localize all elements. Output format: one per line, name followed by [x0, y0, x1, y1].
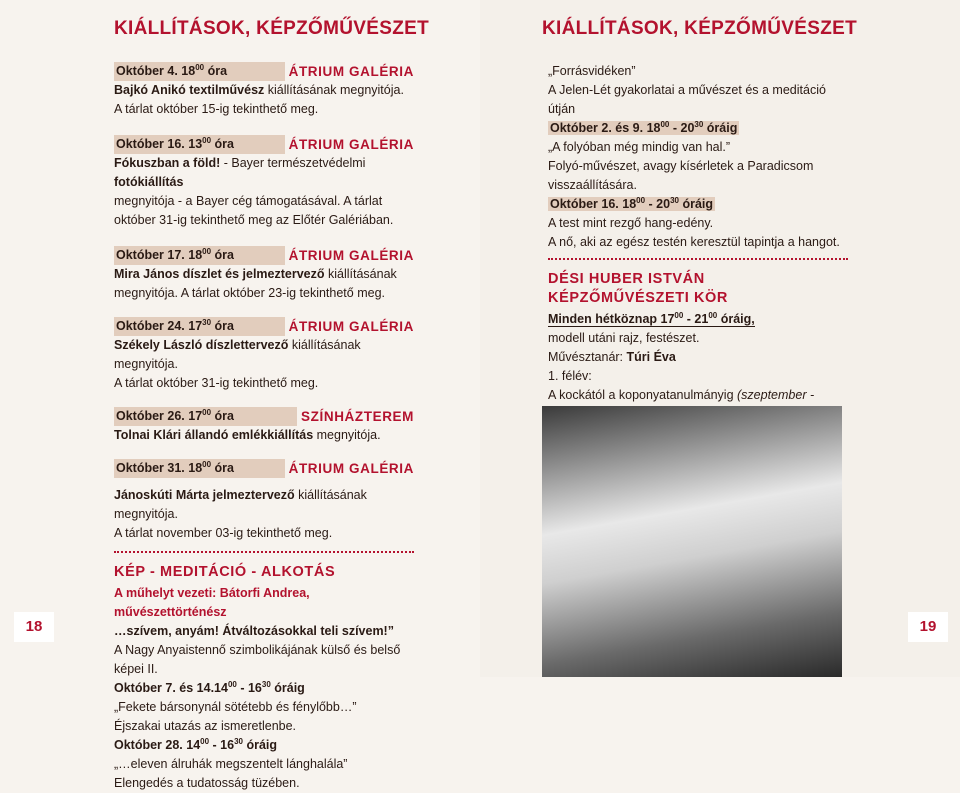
workshop-leader: A műhelyt vezeti: Bátorfi Andrea, művészettörténész: [114, 586, 310, 619]
event-header: [114, 317, 414, 336]
term: 1. félév:: [548, 369, 592, 383]
event-date: Október 26. $17^{00}$ óra: [114, 407, 297, 426]
event-description: Bajkó Anikó textilművész kiállításának megnyitója.: [114, 83, 404, 97]
event-header: [114, 407, 414, 426]
teacher: Művésztanár: Túri Éva: [548, 350, 676, 364]
event-item: [114, 459, 414, 543]
section-title: KÉP - MEDITÁCIÓ - ALKOTÁS: [114, 564, 336, 580]
event-venue: SZÍNHÁZTEREM: [301, 409, 414, 424]
event-header: [114, 135, 414, 154]
event-item: [114, 317, 414, 393]
event-date: Október 16. $13^{00}$ óra: [114, 135, 285, 154]
program-description: Folyó-művészet, avagy kísérletek a Paradicsom visszaállítására.: [548, 159, 814, 192]
program-date: Október 16. $18^{00} - 20^{30}$ óráig: [550, 195, 714, 211]
event-date: Október 24. $17^{30}$ óra: [114, 317, 285, 336]
event-note: megnyitója. A tárlat október 23-ig tekinthető meg.: [114, 286, 385, 300]
circle-time: Minden hétköznap $17^{00} - 21^{00}$ óráig,: [548, 310, 755, 326]
event-description: Mira János díszlet és jelmeztervező kiállításának: [114, 267, 397, 281]
event-note: A tárlat november 03-ig tekinthető meg.: [114, 526, 333, 540]
event-note: megnyitója - a Bayer cég támogatásával. A tárlat október 31-ig tekinthető meg az Előtér Galériában.: [114, 194, 394, 227]
program-description: A Jelen-Lét gyakorlatai a művészet és a meditáció útján: [548, 83, 826, 116]
event-date: Október 17. $18^{00}$ óra: [114, 246, 285, 265]
event-item: [114, 135, 414, 230]
page-title: KIÁLLÍTÁSOK, KÉPZŐMŰVÉSZET: [542, 18, 857, 39]
dotted-divider: [548, 258, 848, 260]
left-page: [0, 0, 480, 790]
program-title: „Forrásvidéken”: [548, 64, 636, 78]
program-date: Október 2. és 9. $18^{00} - 20^{30}$ óráig: [550, 119, 738, 135]
event-venue: ÁTRIUM GALÉRIA: [288, 248, 414, 263]
workshop-motto: …szívem, anyám! Átváltozásokkal teli szívem!”: [114, 624, 394, 638]
event-date: Október 31. $18^{00}$ óra: [114, 459, 285, 478]
workshop-subtitle: Éjszakai utazás az ismeretlenbe.: [114, 719, 297, 733]
event-description: Jánoskúti Márta jelmeztervező kiállításának megnyitója.: [114, 488, 367, 521]
program-column: [548, 62, 848, 424]
workshop-quote: „…eleven álruhák megszentelt lánghalála”: [114, 757, 348, 771]
workshop-description: A Nagy Anyaistennő szimbolikájának külső és belső képei II.: [114, 643, 401, 676]
workshop-subtitle: Elengedés a tudatosság tüzében.: [114, 776, 300, 790]
page-title: KIÁLLÍTÁSOK, KÉPZŐMŰVÉSZET: [114, 18, 429, 39]
program-description: A nő, aki az egész testén keresztül tapintja a hangot.: [548, 235, 840, 249]
workshop-section: [114, 563, 414, 793]
event-note: A tárlat október 31-ig tekinthető meg.: [114, 376, 319, 390]
event-item: [114, 246, 414, 303]
event-venue: ÁTRIUM GALÉRIA: [288, 64, 414, 79]
event-header: [114, 246, 414, 265]
circle-description: modell utáni rajz, festészet.: [548, 331, 700, 345]
section-title: DÉSI HUBER ISTVÁN KÉPZŐMŰVÉSZETI KÖR: [548, 271, 728, 306]
program-title: A test mint rezgő hang-edény.: [548, 216, 714, 230]
page-number: 18: [14, 612, 54, 642]
event-description: Tolnai Klári állandó emlékkiállítás megnyitója.: [114, 428, 381, 442]
term-description: A kockától a koponyatanulmányig (szeptember -: [548, 388, 815, 402]
event-venue: ÁTRIUM GALÉRIA: [288, 319, 414, 334]
event-header: [114, 459, 414, 478]
program-title: „A folyóban még mindig van hal.”: [548, 140, 731, 154]
event-description: Székely László díszlettervező kiállításának megnyitója.: [114, 338, 361, 371]
event-item: [114, 407, 414, 445]
portrait-photo: [542, 406, 842, 677]
workshop-quote: „Fekete bársonynál sötétebb és fénylőbb…”: [114, 700, 357, 714]
events-column: [114, 62, 414, 793]
event-venue: ÁTRIUM GALÉRIA: [288, 461, 414, 476]
event-date: Október 4. $18^{00}$ óra: [114, 62, 285, 81]
event-item: [114, 62, 414, 119]
event-description: Fókuszban a föld! - Bayer természetvédelmi fotókiállítás: [114, 156, 366, 189]
event-header: [114, 62, 414, 81]
event-venue: ÁTRIUM GALÉRIA: [288, 137, 414, 152]
right-page: [480, 0, 960, 677]
dotted-divider: [114, 551, 414, 553]
workshop-date: Október 7. és $14.14^{00} - 16^{30}$ óráig: [114, 679, 305, 695]
workshop-date: Október 28. $14^{00} - 16^{30}$ óráig: [114, 736, 278, 752]
event-note: A tárlat október 15-ig tekinthető meg.: [114, 102, 319, 116]
page-number: 19: [908, 612, 948, 642]
